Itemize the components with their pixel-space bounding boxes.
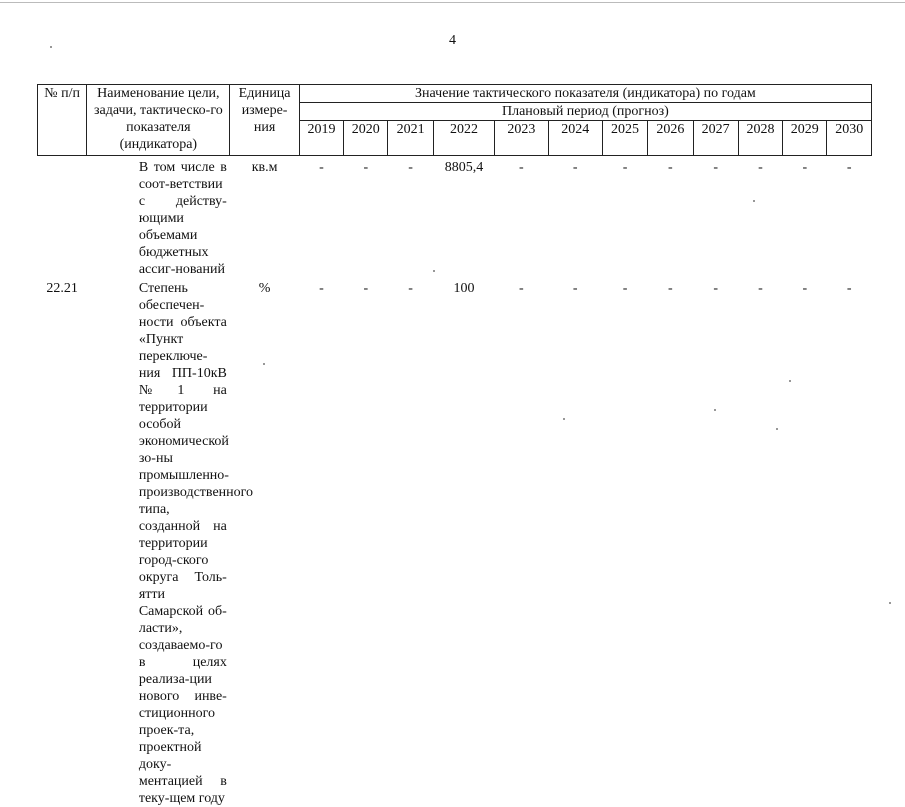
row-value: - [408,160,413,175]
scan-speck [563,418,565,420]
header-num: № п/п [38,85,87,156]
year-cell: 2029 [783,121,827,156]
row-value: 100 [453,281,475,296]
row-value: - [846,160,852,175]
year-cell: 2026 [648,121,693,156]
row-value: - [572,160,578,175]
year-cell: 2019 [299,121,343,156]
scan-speck [263,363,265,365]
row-name: В том числе в соот-ветствии с действу-ющими объемами бюджетных ассиг-нований [138,160,227,277]
row-value: - [758,160,763,175]
row-value: - [319,160,324,175]
row-unit: кв.м [251,160,278,175]
row-unit: % [258,281,271,296]
page-number: 4 [449,33,456,48]
year-cell: 2021 [388,121,433,156]
year-cell: 2024 [548,121,602,156]
scan-speck [714,409,716,411]
header-unit: Единица измере-ния [230,85,299,156]
row-value: - [713,281,718,296]
year-cell: 2025 [602,121,647,156]
scan-speck [789,380,791,382]
scan-speck [753,200,755,202]
row-value: - [319,281,324,296]
header-value-title: Значение тактического показателя (индикатора) по годам [299,85,871,103]
table-row [38,156,872,279]
row-value: - [622,281,628,296]
year-cell: 2023 [495,121,548,156]
row-value: - [519,281,524,296]
row-value: - [408,281,413,296]
indicator-table [37,84,872,807]
row-value: - [802,281,808,296]
row-value: - [572,281,578,296]
row-value: - [668,281,673,296]
row-value: - [758,281,763,296]
scan-speck [889,602,891,604]
year-cell: 2030 [827,121,872,156]
year-cell: 2022 [433,121,494,156]
row-value: - [802,160,808,175]
scan-speck [433,270,435,272]
row-value: - [668,160,673,175]
row-value: - [363,160,369,175]
table-row [38,278,872,807]
row-value: - [846,281,852,296]
row-num [38,156,87,279]
row-value: - [713,160,718,175]
year-cell: 2028 [738,121,782,156]
header-name: Наименование цели, задачи, тактическо-го показателя (индикатора) [87,85,230,156]
scan-edge-line [0,2,905,3]
row-value: 8805,4 [444,160,484,175]
year-cell: 2027 [693,121,738,156]
header-row-1 [38,85,872,103]
row-value: - [622,160,628,175]
row-value: - [519,160,524,175]
year-cell: 2020 [344,121,388,156]
scan-speck [776,428,778,430]
scan-speck [50,46,52,48]
row-name: Степень обеспечен-ности объекта «Пункт переключе-ния ПП-10кВ №1 на территории особой экономической зо-ны промышленно-производственного типа, созданной на территории город-ского округа Толь-ятти Самарской об-ласти», создаваемо-го в целях реализа-ции нового инве-стиционного проек-та, проектной доку-ментацией в теку-щем году [138,281,254,806]
row-value: - [363,281,369,296]
header-period-title: Плановый период (прогноз) [299,103,871,121]
row-num: 22.21 [46,281,78,296]
